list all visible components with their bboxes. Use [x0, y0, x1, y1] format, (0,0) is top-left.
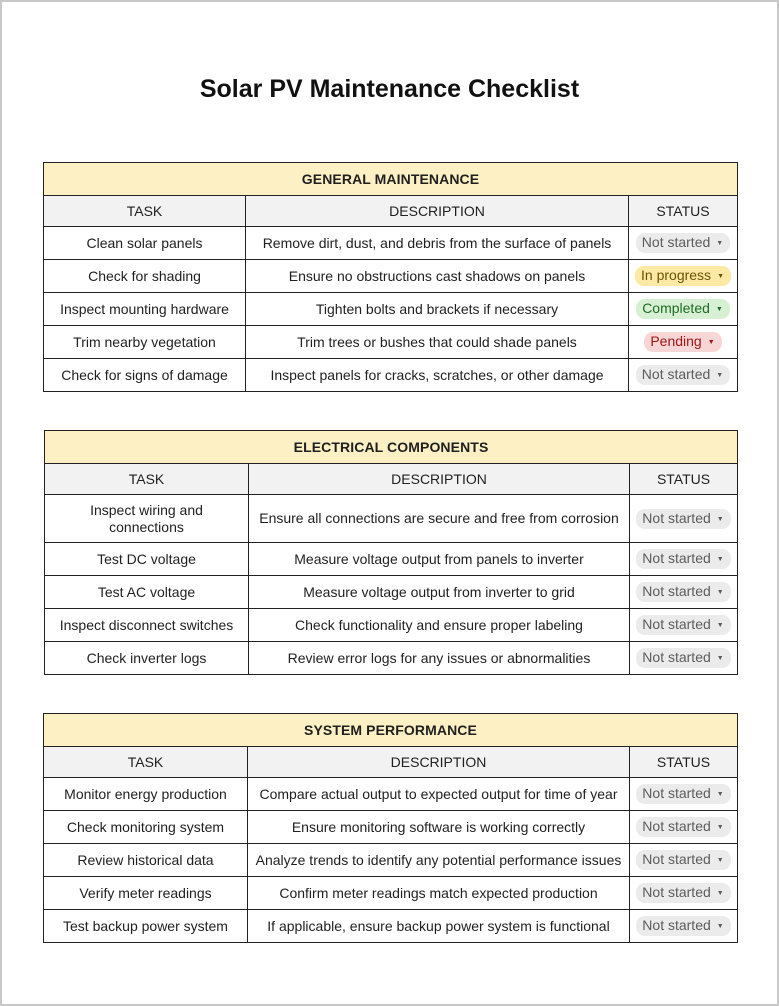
column-header-status: STATUS — [630, 747, 738, 778]
status-cell — [630, 877, 738, 910]
description-cell: Check functionality and ensure proper labeling — [249, 609, 630, 642]
status-label: Not started — [642, 509, 711, 526]
section-title: GENERAL MAINTENANCE — [44, 163, 738, 196]
status-label: Completed — [642, 300, 710, 316]
status-cell — [629, 227, 738, 260]
description-cell: Confirm meter readings match expected production — [248, 877, 630, 910]
dropdown-arrow-icon: ▼ — [716, 923, 724, 930]
task-cell: Test backup power system — [44, 910, 248, 943]
system-performance-table — [43, 713, 738, 943]
description-cell: Measure voltage output from panels to inverter — [249, 543, 630, 576]
table-row — [44, 811, 738, 844]
status-label: Not started — [642, 550, 711, 566]
status-label: In progress — [641, 267, 712, 283]
status-label: Not started — [642, 583, 711, 599]
status-dropdown[interactable] — [635, 266, 731, 286]
status-dropdown[interactable] — [636, 784, 730, 804]
table-row — [44, 844, 738, 877]
table-row — [44, 778, 738, 811]
dropdown-arrow-icon: ▼ — [716, 655, 724, 662]
status-label: Not started — [642, 917, 711, 933]
column-header-status: STATUS — [629, 196, 738, 227]
page-title: Solar PV Maintenance Checklist — [199, 75, 580, 103]
column-header-task: TASK — [44, 747, 248, 778]
description-cell: Tighten bolts and brackets if necessary — [246, 293, 629, 326]
task-cell: Inspect wiring and connections — [45, 495, 249, 543]
column-header-description: DESCRIPTION — [248, 747, 630, 778]
status-cell — [629, 293, 738, 326]
table-row — [45, 576, 738, 609]
status-label: Not started — [641, 366, 711, 382]
status-cell — [630, 609, 738, 642]
column-header-status: STATUS — [630, 464, 738, 495]
status-dropdown[interactable] — [636, 883, 730, 903]
status-dropdown[interactable] — [636, 916, 730, 936]
section-title: ELECTRICAL COMPONENTS — [45, 431, 738, 464]
task-cell: Inspect mounting hardware — [44, 293, 246, 326]
status-label: Not started — [642, 785, 711, 801]
status-label: Not started — [641, 234, 711, 250]
description-cell: Remove dirt, dust, and debris from the surface of panels — [246, 227, 629, 260]
task-cell: Clean solar panels — [44, 227, 246, 260]
dropdown-arrow-icon: ▼ — [716, 372, 724, 379]
column-header-description: DESCRIPTION — [246, 196, 629, 227]
status-cell — [630, 576, 738, 609]
status-label: Not started — [642, 884, 711, 900]
table-row — [44, 293, 738, 326]
task-cell: Trim nearby vegetation — [44, 326, 246, 359]
task-cell: Verify meter readings — [44, 877, 248, 910]
status-cell — [629, 326, 738, 359]
status-label: Not started — [642, 851, 711, 867]
status-dropdown[interactable] — [636, 850, 730, 870]
description-cell: Review error logs for any issues or abnormalities — [249, 642, 630, 675]
task-cell: Check monitoring system — [44, 811, 248, 844]
status-label: Not started — [642, 818, 711, 834]
status-cell — [630, 543, 738, 576]
section-title: SYSTEM PERFORMANCE — [44, 714, 738, 747]
electrical-components-table — [44, 430, 738, 675]
status-cell — [630, 844, 738, 877]
dropdown-arrow-icon: ▼ — [707, 339, 715, 346]
task-cell: Check inverter logs — [45, 642, 249, 675]
task-cell: Check for shading — [44, 260, 246, 293]
dropdown-arrow-icon: ▼ — [716, 622, 724, 629]
table-row — [44, 227, 738, 260]
status-dropdown[interactable] — [636, 582, 730, 602]
dropdown-arrow-icon: ▼ — [716, 589, 724, 596]
general-maintenance-table — [43, 162, 738, 392]
status-cell — [630, 910, 738, 943]
description-cell: Inspect panels for cracks, scratches, or other damage — [246, 359, 629, 392]
column-header-task: TASK — [45, 464, 249, 495]
table-row — [44, 260, 738, 293]
dropdown-arrow-icon: ▼ — [716, 240, 724, 247]
table-row — [44, 359, 738, 392]
description-cell: Ensure no obstructions cast shadows on panels — [246, 260, 629, 293]
dropdown-arrow-icon: ▼ — [717, 273, 724, 280]
task-cell: Test AC voltage — [45, 576, 249, 609]
table-row — [45, 495, 738, 543]
status-label: Not started — [642, 649, 711, 665]
table-row — [44, 326, 738, 359]
task-cell: Monitor energy production — [44, 778, 248, 811]
status-dropdown[interactable] — [644, 332, 721, 352]
task-cell: Inspect disconnect switches — [45, 609, 249, 642]
table-row — [44, 877, 738, 910]
status-dropdown[interactable] — [636, 817, 730, 837]
dropdown-arrow-icon: ▼ — [716, 791, 724, 798]
status-label: Not started — [642, 616, 711, 632]
column-header-description: DESCRIPTION — [249, 464, 630, 495]
dropdown-arrow-icon: ▼ — [716, 890, 724, 897]
table-row — [45, 642, 738, 675]
description-cell: If applicable, ensure backup power system is functional — [248, 910, 630, 943]
table-row — [44, 910, 738, 943]
dropdown-arrow-icon: ▼ — [716, 556, 724, 563]
status-label: Pending — [650, 333, 702, 349]
status-dropdown[interactable] — [636, 233, 730, 253]
dropdown-arrow-icon: ▼ — [716, 824, 724, 831]
status-cell — [630, 642, 738, 675]
description-cell: Trim trees or bushes that could shade panels — [246, 326, 629, 359]
task-cell: Review historical data — [44, 844, 248, 877]
table-row — [45, 609, 738, 642]
status-cell — [630, 495, 738, 543]
status-cell — [629, 359, 738, 392]
table-row — [45, 543, 738, 576]
description-cell: Compare actual output to expected output for time of year — [248, 778, 630, 811]
status-dropdown[interactable] — [636, 549, 730, 569]
description-cell: Measure voltage output from inverter to grid — [249, 576, 630, 609]
description-cell: Analyze trends to identify any potential performance issues — [248, 844, 630, 877]
status-dropdown[interactable] — [636, 648, 730, 668]
dropdown-arrow-icon: ▼ — [716, 857, 724, 864]
status-cell — [630, 778, 738, 811]
status-cell — [630, 811, 738, 844]
task-cell: Check for signs of damage — [44, 359, 246, 392]
status-dropdown[interactable] — [636, 615, 730, 635]
description-cell: Ensure monitoring software is working correctly — [248, 811, 630, 844]
status-dropdown[interactable] — [636, 509, 730, 529]
status-dropdown[interactable] — [636, 299, 730, 319]
task-cell: Test DC voltage — [45, 543, 249, 576]
dropdown-arrow-icon: ▼ — [716, 515, 724, 523]
description-cell: Ensure all connections are secure and free from corrosion — [249, 495, 630, 543]
dropdown-arrow-icon: ▼ — [715, 306, 723, 313]
status-dropdown[interactable] — [636, 365, 730, 385]
status-cell — [629, 260, 738, 293]
column-header-task: TASK — [44, 196, 246, 227]
